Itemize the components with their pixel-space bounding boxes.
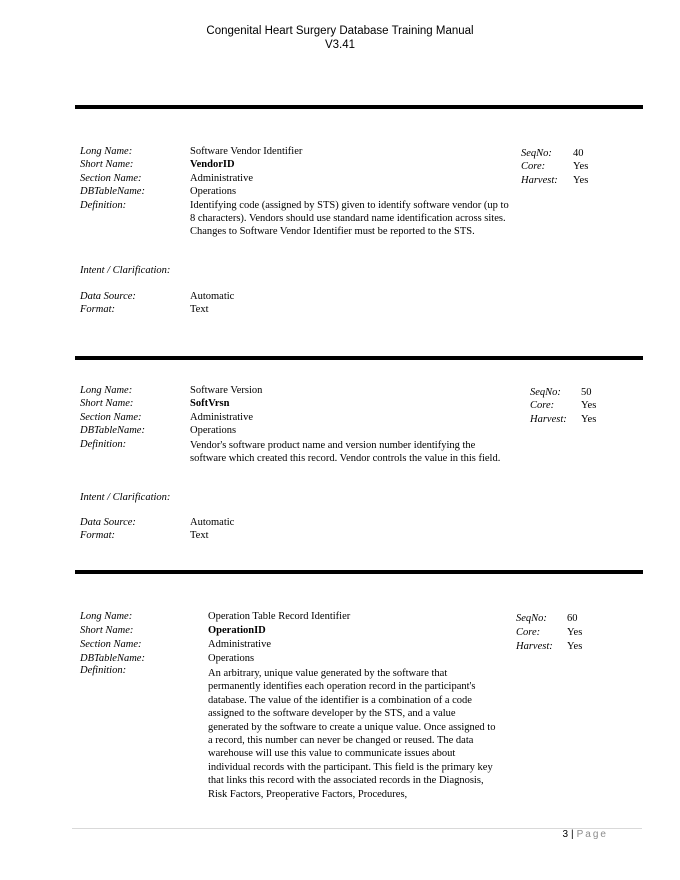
long-name-value: Operation Table Record Identifier [208, 611, 351, 622]
data-source-value: Automatic [190, 291, 235, 302]
harvest-value: Yes [567, 641, 583, 652]
section-name-label: Section Name: [80, 639, 142, 650]
core-value: Yes [581, 400, 597, 412]
section-name-label: Section Name: [80, 411, 142, 423]
seqno-value: 50 [581, 387, 592, 398]
definition-text: An arbitrary, unique value generated by the software that permanently identifies each operation record in the participant's database. The value of the identifier is a combination of a code assigned to the software developer by the STS, and a value generated by the software to create a unique value. Once assigned to a record, this number can never be changed or reused. The data warehouse will use this value to communicate issues about individual records with the participant. This field is the primary key that links this record with the associated records in the Diagnosis, Risk Factors, Preoperative Factors, Procedures, [208, 668, 496, 800]
section-name-value: Administrative [190, 411, 253, 423]
seqno-label: SeqNo: [521, 148, 552, 159]
short-name-label: Short Name: [80, 398, 134, 410]
format-value: Text [190, 304, 209, 316]
long-name-value: Software Vendor Identifier [190, 146, 303, 157]
format-label: Format: [80, 304, 115, 316]
long-name-label: Long Name: [80, 146, 133, 157]
long-name-label: Long Name: [80, 611, 133, 622]
definition-label: Definition: [80, 438, 127, 450]
core-label: Core: [521, 161, 546, 173]
seqno-label: SeqNo: [516, 613, 547, 624]
data-source-label: Data Source: [80, 291, 136, 302]
short-name-value: OperationID [208, 625, 266, 636]
section-name-value: Administrative [190, 172, 253, 184]
short-name-value: VendorID [190, 159, 235, 171]
dbtable-name-value: Operations [190, 186, 237, 198]
page-word: Page [576, 829, 608, 840]
data-source-label: Data Source: [80, 517, 136, 528]
short-name-value: SoftVrsn [190, 398, 230, 410]
harvest-value: Yes [573, 174, 589, 186]
seqno-label: SeqNo: [530, 387, 561, 398]
footer-separator: | [571, 829, 574, 840]
data-source-value: Automatic [190, 517, 235, 528]
core-value: Yes [573, 161, 589, 173]
short-name-label: Short Name: [80, 625, 134, 636]
core-label: Core: [530, 400, 555, 412]
format-value: Text [190, 530, 209, 542]
definition-label: Definition: [80, 199, 127, 211]
harvest-value: Yes [581, 413, 597, 425]
seqno-value: 60 [567, 613, 578, 624]
page-footer [562, 829, 608, 841]
section-divider [75, 105, 643, 109]
core-value: Yes [567, 627, 583, 638]
harvest-label: Harvest: [530, 413, 567, 425]
document-title: Congenital Heart Surgery Database Training Manual [206, 25, 474, 37]
dbtable-name-label: DBTableName: [80, 425, 145, 437]
section-divider [75, 356, 643, 360]
section-divider [75, 570, 643, 574]
core-label: Core: [516, 627, 541, 638]
definition-label: Definition: [80, 665, 127, 676]
format-label: Format: [80, 530, 115, 542]
seqno-value: 40 [573, 148, 584, 159]
intent-label: Intent / Clarification: [80, 265, 171, 276]
short-name-label: Short Name: [80, 159, 134, 171]
intent-label: Intent / Clarification: [80, 492, 171, 503]
definition-text: Vendor's software product name and version number identifying the software which created this record. Vendor controls the value in this field. [190, 440, 501, 465]
page-number: 3 [562, 829, 569, 840]
section-name-label: Section Name: [80, 172, 142, 184]
harvest-label: Harvest: [521, 174, 558, 186]
long-name-value: Software Version [190, 385, 263, 396]
section-name-value: Administrative [208, 639, 271, 650]
dbtable-name-label: DBTableName: [80, 653, 145, 664]
harvest-label: Harvest: [516, 641, 553, 652]
dbtable-name-value: Operations [208, 653, 255, 664]
long-name-label: Long Name: [80, 385, 133, 396]
document-version: V3.41 [324, 39, 356, 51]
footer-divider [72, 828, 642, 829]
definition-text: Identifying code (assigned by STS) given to identify software vendor (up to 8 characters). Vendors should use standard name identification across sites. Changes to Software Vendor Identifier must be reported to the STS. [190, 199, 509, 238]
dbtable-name-value: Operations [190, 425, 237, 437]
dbtable-name-label: DBTableName: [80, 186, 145, 198]
page-header [0, 24, 680, 52]
